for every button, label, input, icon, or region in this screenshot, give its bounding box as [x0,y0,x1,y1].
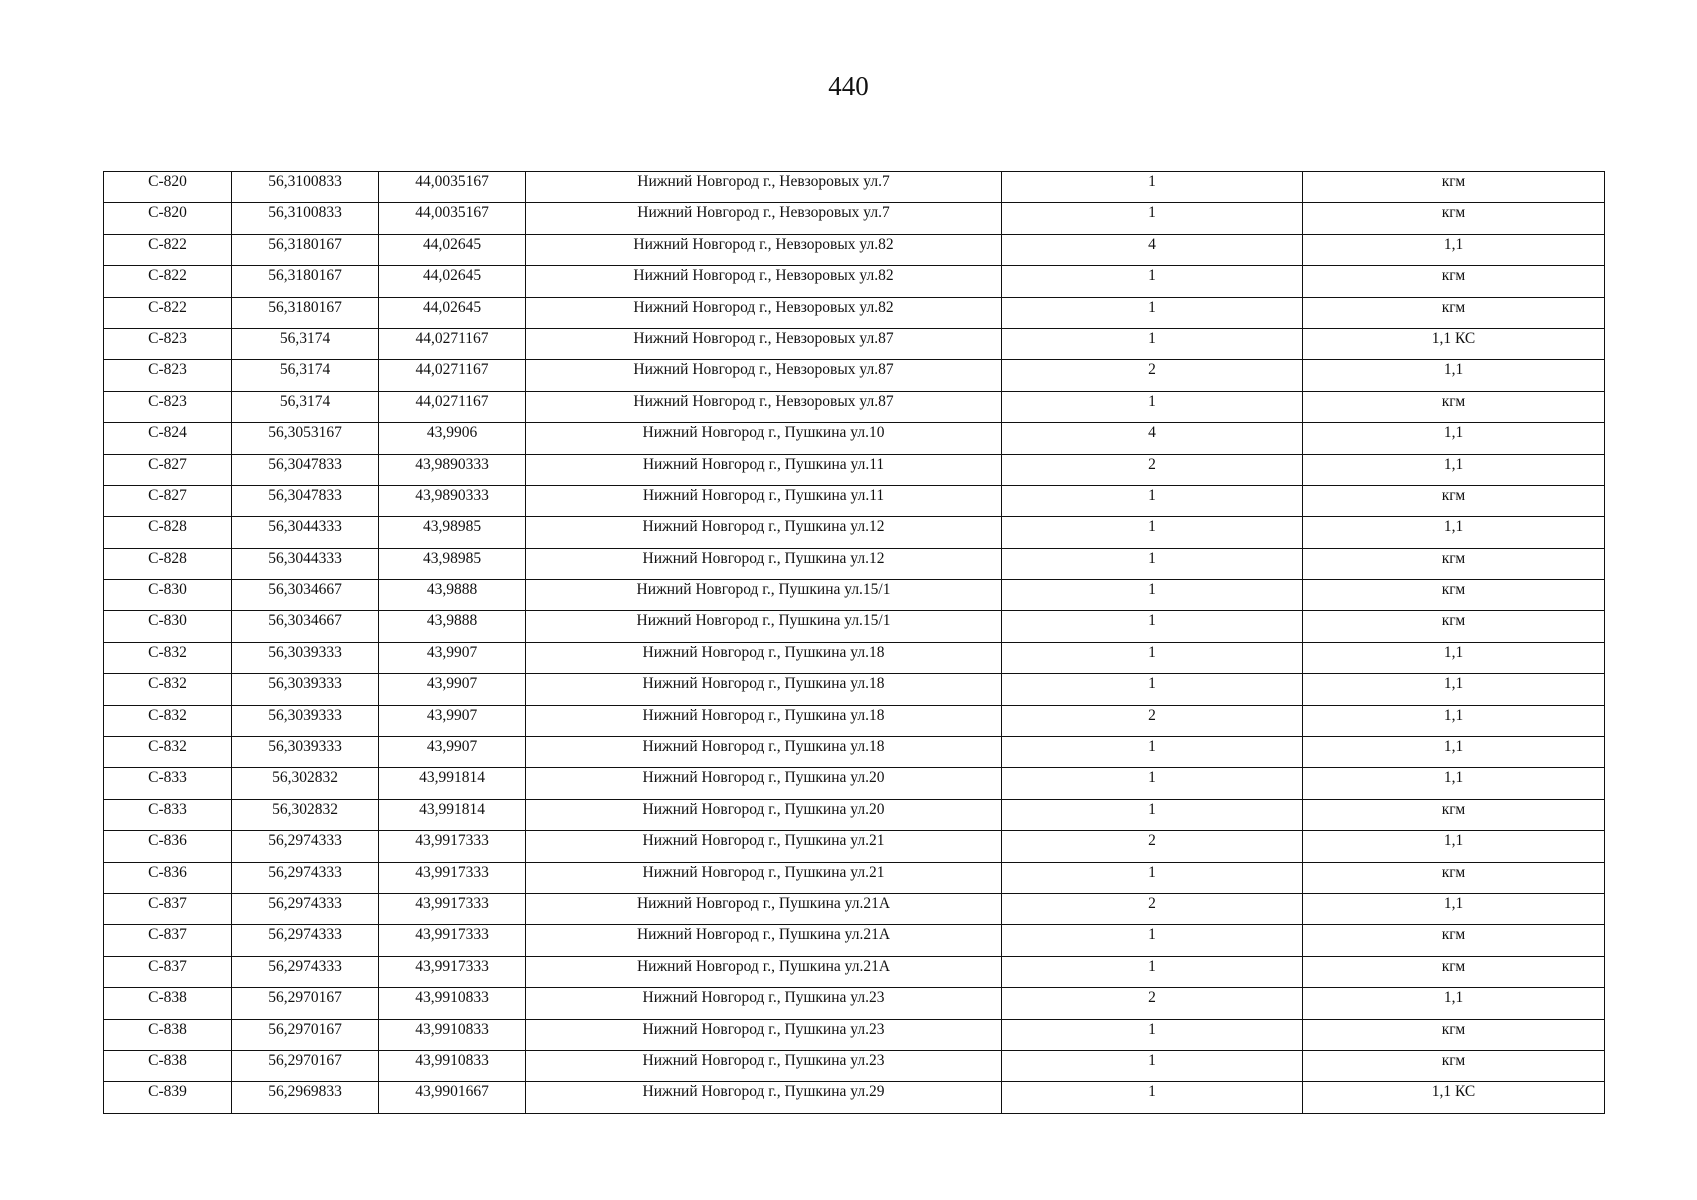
longitude-cell: 43,98985 [379,517,526,548]
latitude-cell: 56,2974333 [232,862,379,893]
latitude-cell: 56,3034667 [232,580,379,611]
table-row [104,956,1605,987]
latitude-cell: 56,3174 [232,328,379,359]
table-row [104,737,1605,768]
object-code-cell: С-838 [104,1050,232,1081]
quantity-cell: 1 [1002,172,1303,203]
type-cell: кгм [1303,580,1605,611]
latitude-cell: 56,2970167 [232,988,379,1019]
quantity-cell: 1 [1002,642,1303,673]
object-code-cell: С-838 [104,1019,232,1050]
type-cell: 1,1 [1303,517,1605,548]
address-cell: Нижний Новгород г., Невзоровых ул.7 [526,203,1002,234]
quantity-cell: 1 [1002,517,1303,548]
longitude-cell: 43,9907 [379,642,526,673]
type-cell: кгм [1303,1019,1605,1050]
address-cell: Нижний Новгород г., Невзоровых ул.87 [526,328,1002,359]
type-cell: 1,1 [1303,737,1605,768]
quantity-cell: 1 [1002,1050,1303,1081]
longitude-cell: 43,9906 [379,423,526,454]
latitude-cell: 56,3039333 [232,737,379,768]
type-cell: кгм [1303,862,1605,893]
longitude-cell: 43,9890333 [379,485,526,516]
object-code-cell: С-820 [104,172,232,203]
type-cell: 1,1 [1303,454,1605,485]
table-row [104,360,1605,391]
object-code-cell: С-828 [104,517,232,548]
longitude-cell: 43,9888 [379,611,526,642]
table-row [104,893,1605,924]
table-row [104,768,1605,799]
object-code-cell: С-839 [104,1082,232,1113]
table-row [104,705,1605,736]
address-cell: Нижний Новгород г., Пушкина ул.12 [526,517,1002,548]
table-row [104,234,1605,265]
address-cell: Нижний Новгород г., Пушкина ул.18 [526,737,1002,768]
address-cell: Нижний Новгород г., Пушкина ул.21 [526,831,1002,862]
longitude-cell: 43,9910833 [379,988,526,1019]
address-cell: Нижний Новгород г., Пушкина ул.18 [526,674,1002,705]
quantity-cell: 1 [1002,956,1303,987]
object-code-cell: С-822 [104,297,232,328]
longitude-cell: 44,0035167 [379,172,526,203]
longitude-cell: 44,02645 [379,266,526,297]
address-cell: Нижний Новгород г., Невзоровых ул.82 [526,234,1002,265]
latitude-cell: 56,2974333 [232,925,379,956]
type-cell: 1,1 КС [1303,1082,1605,1113]
longitude-cell: 43,98985 [379,548,526,579]
object-code-cell: С-836 [104,862,232,893]
longitude-cell: 43,9917333 [379,956,526,987]
type-cell: 1,1 КС [1303,328,1605,359]
address-cell: Нижний Новгород г., Невзоровых ул.82 [526,266,1002,297]
latitude-cell: 56,3044333 [232,548,379,579]
table-row [104,328,1605,359]
type-cell: 1,1 [1303,674,1605,705]
object-code-cell: С-827 [104,485,232,516]
type-cell: 1,1 [1303,768,1605,799]
longitude-cell: 43,9917333 [379,893,526,924]
type-cell: 1,1 [1303,831,1605,862]
latitude-cell: 56,3180167 [232,297,379,328]
address-cell: Нижний Новгород г., Пушкина ул.21 [526,862,1002,893]
latitude-cell: 56,2969833 [232,1082,379,1113]
address-cell: Нижний Новгород г., Пушкина ул.18 [526,705,1002,736]
object-code-cell: С-833 [104,799,232,830]
object-code-cell: С-830 [104,611,232,642]
object-code-cell: С-837 [104,956,232,987]
type-cell: кгм [1303,799,1605,830]
type-cell: кгм [1303,485,1605,516]
type-cell: 1,1 [1303,360,1605,391]
type-cell: кгм [1303,548,1605,579]
type-cell: кгм [1303,925,1605,956]
latitude-cell: 56,3180167 [232,234,379,265]
object-code-cell: С-820 [104,203,232,234]
longitude-cell: 44,02645 [379,234,526,265]
address-cell: Нижний Новгород г., Пушкина ул.23 [526,1019,1002,1050]
table-row [104,548,1605,579]
address-cell: Нижний Новгород г., Пушкина ул.21А [526,893,1002,924]
latitude-cell: 56,3034667 [232,611,379,642]
table-row [104,862,1605,893]
latitude-cell: 56,3174 [232,391,379,422]
object-code-cell: С-830 [104,580,232,611]
table-row [104,454,1605,485]
latitude-cell: 56,3100833 [232,203,379,234]
table-row [104,266,1605,297]
address-cell: Нижний Новгород г., Пушкина ул.21А [526,956,1002,987]
address-cell: Нижний Новгород г., Пушкина ул.21А [526,925,1002,956]
table-row [104,988,1605,1019]
quantity-cell: 4 [1002,234,1303,265]
address-cell: Нижний Новгород г., Пушкина ул.18 [526,642,1002,673]
latitude-cell: 56,3053167 [232,423,379,454]
table-row [104,925,1605,956]
address-cell: Нижний Новгород г., Невзоровых ул.82 [526,297,1002,328]
latitude-cell: 56,3047833 [232,485,379,516]
quantity-cell: 1 [1002,548,1303,579]
quantity-cell: 1 [1002,203,1303,234]
table-row [104,423,1605,454]
table-row [104,674,1605,705]
object-code-cell: С-837 [104,893,232,924]
table-row [104,1019,1605,1050]
address-cell: Нижний Новгород г., Пушкина ул.11 [526,485,1002,516]
type-cell: кгм [1303,1050,1605,1081]
table-row [104,517,1605,548]
address-cell: Нижний Новгород г., Пушкина ул.10 [526,423,1002,454]
longitude-cell: 44,0035167 [379,203,526,234]
quantity-cell: 1 [1002,580,1303,611]
table-row [104,203,1605,234]
quantity-cell: 1 [1002,485,1303,516]
type-cell: кгм [1303,611,1605,642]
address-cell: Нижний Новгород г., Пушкина ул.23 [526,988,1002,1019]
quantity-cell: 1 [1002,674,1303,705]
address-cell: Нижний Новгород г., Пушкина ул.23 [526,1050,1002,1081]
object-code-cell: С-838 [104,988,232,1019]
object-code-cell: С-822 [104,234,232,265]
address-cell: Нижний Новгород г., Пушкина ул.15/1 [526,580,1002,611]
address-cell: Нижний Новгород г., Пушкина ул.29 [526,1082,1002,1113]
quantity-cell: 1 [1002,297,1303,328]
longitude-cell: 43,9901667 [379,1082,526,1113]
object-code-cell: С-832 [104,642,232,673]
type-cell: 1,1 [1303,988,1605,1019]
address-cell: Нижний Новгород г., Пушкина ул.20 [526,799,1002,830]
address-cell: Нижний Новгород г., Пушкина ул.20 [526,768,1002,799]
table-row [104,391,1605,422]
type-cell: кгм [1303,391,1605,422]
object-code-cell: С-836 [104,831,232,862]
object-code-cell: С-823 [104,360,232,391]
object-code-cell: С-837 [104,925,232,956]
latitude-cell: 56,3039333 [232,674,379,705]
quantity-cell: 1 [1002,737,1303,768]
quantity-cell: 2 [1002,454,1303,485]
type-cell: кгм [1303,172,1605,203]
type-cell: 1,1 [1303,705,1605,736]
latitude-cell: 56,3039333 [232,705,379,736]
address-cell: Нижний Новгород г., Невзоровых ул.87 [526,391,1002,422]
quantity-cell: 2 [1002,893,1303,924]
longitude-cell: 43,9907 [379,705,526,736]
longitude-cell: 43,9917333 [379,831,526,862]
longitude-cell: 43,9910833 [379,1019,526,1050]
latitude-cell: 56,3039333 [232,642,379,673]
type-cell: кгм [1303,266,1605,297]
type-cell: 1,1 [1303,642,1605,673]
address-cell: Нижний Новгород г., Пушкина ул.11 [526,454,1002,485]
latitude-cell: 56,3180167 [232,266,379,297]
longitude-cell: 43,991814 [379,768,526,799]
latitude-cell: 56,2970167 [232,1019,379,1050]
table-row [104,1082,1605,1113]
table-row [104,297,1605,328]
latitude-cell: 56,2974333 [232,893,379,924]
object-code-cell: С-833 [104,768,232,799]
longitude-cell: 44,02645 [379,297,526,328]
registry-table-body [104,172,1605,1114]
quantity-cell: 2 [1002,360,1303,391]
type-cell: 1,1 [1303,423,1605,454]
object-code-cell: С-832 [104,737,232,768]
table-row [104,172,1605,203]
latitude-cell: 56,3100833 [232,172,379,203]
quantity-cell: 1 [1002,266,1303,297]
type-cell: 1,1 [1303,234,1605,265]
table-row [104,799,1605,830]
latitude-cell: 56,302832 [232,768,379,799]
object-code-cell: С-824 [104,423,232,454]
registry-table [103,171,1605,1114]
quantity-cell: 1 [1002,1082,1303,1113]
page-number: 440 [828,71,869,101]
longitude-cell: 44,0271167 [379,391,526,422]
latitude-cell: 56,302832 [232,799,379,830]
table-row [104,611,1605,642]
quantity-cell: 1 [1002,768,1303,799]
address-cell: Нижний Новгород г., Пушкина ул.12 [526,548,1002,579]
quantity-cell: 1 [1002,925,1303,956]
longitude-cell: 43,9907 [379,674,526,705]
quantity-cell: 1 [1002,799,1303,830]
object-code-cell: С-822 [104,266,232,297]
table-row [104,831,1605,862]
object-code-cell: С-827 [104,454,232,485]
quantity-cell: 2 [1002,988,1303,1019]
longitude-cell: 43,9917333 [379,862,526,893]
longitude-cell: 44,0271167 [379,328,526,359]
object-code-cell: С-823 [104,328,232,359]
table-row [104,1050,1605,1081]
quantity-cell: 1 [1002,391,1303,422]
type-cell: 1,1 [1303,893,1605,924]
type-cell: кгм [1303,297,1605,328]
address-cell: Нижний Новгород г., Невзоровых ул.7 [526,172,1002,203]
quantity-cell: 4 [1002,423,1303,454]
object-code-cell: С-828 [104,548,232,579]
quantity-cell: 2 [1002,705,1303,736]
longitude-cell: 43,9917333 [379,925,526,956]
type-cell: кгм [1303,203,1605,234]
address-cell: Нижний Новгород г., Невзоровых ул.87 [526,360,1002,391]
longitude-cell: 43,9907 [379,737,526,768]
quantity-cell: 1 [1002,862,1303,893]
longitude-cell: 43,9890333 [379,454,526,485]
table-row [104,485,1605,516]
latitude-cell: 56,3047833 [232,454,379,485]
longitude-cell: 43,991814 [379,799,526,830]
longitude-cell: 43,9888 [379,580,526,611]
object-code-cell: С-823 [104,391,232,422]
quantity-cell: 1 [1002,611,1303,642]
latitude-cell: 56,2974333 [232,831,379,862]
longitude-cell: 44,0271167 [379,360,526,391]
table-row [104,580,1605,611]
latitude-cell: 56,2970167 [232,1050,379,1081]
object-code-cell: С-832 [104,705,232,736]
longitude-cell: 43,9910833 [379,1050,526,1081]
object-code-cell: С-832 [104,674,232,705]
quantity-cell: 2 [1002,831,1303,862]
quantity-cell: 1 [1002,328,1303,359]
address-cell: Нижний Новгород г., Пушкина ул.15/1 [526,611,1002,642]
table-row [104,642,1605,673]
type-cell: кгм [1303,956,1605,987]
quantity-cell: 1 [1002,1019,1303,1050]
latitude-cell: 56,3174 [232,360,379,391]
latitude-cell: 56,2974333 [232,956,379,987]
latitude-cell: 56,3044333 [232,517,379,548]
